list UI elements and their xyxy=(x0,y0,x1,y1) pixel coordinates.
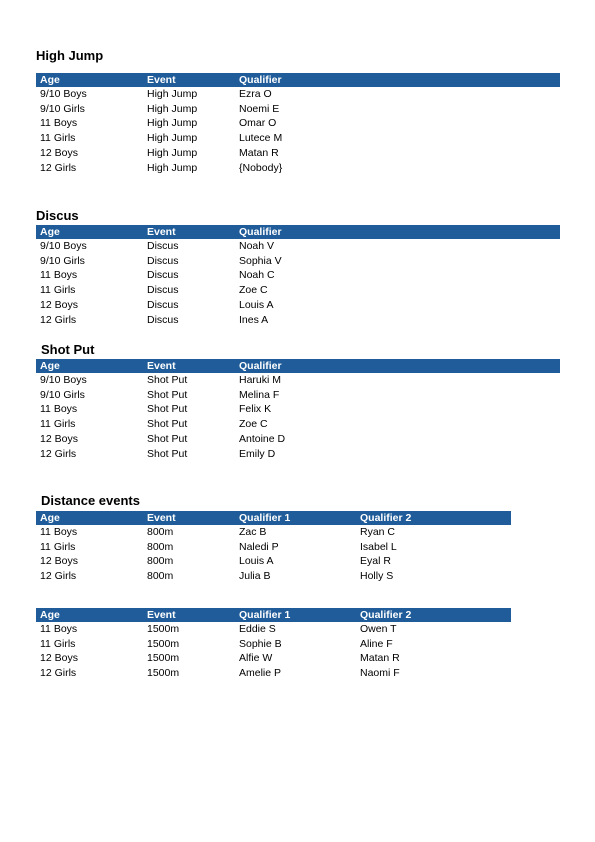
age-cell: 12 Boys xyxy=(40,652,78,665)
table-header-row xyxy=(36,359,560,373)
qualifier-2-cell: Isabel L xyxy=(360,540,397,553)
event-cell: Discus xyxy=(147,240,179,252)
event-cell: Shot Put xyxy=(147,388,188,401)
age-cell: 11 Boys xyxy=(40,403,78,416)
qualifier-2-cell: Holly S xyxy=(360,570,394,583)
section-title-shot-put: Shot Put xyxy=(41,342,95,357)
table-row xyxy=(36,161,560,176)
table-row xyxy=(36,373,560,388)
qualifier-cell: Haruki M xyxy=(239,374,282,386)
column-header-event: Event xyxy=(143,359,235,373)
age-cell: 12 Girls xyxy=(40,667,77,680)
qualifier-cell: {Nobody} xyxy=(239,161,283,174)
discus-table xyxy=(36,225,560,327)
age-cell: 11 Girls xyxy=(40,637,76,650)
qualifier-1-cell: Naledi P xyxy=(239,540,279,553)
qualifier-cell: Lutece M xyxy=(239,132,283,145)
qualifier-cell: Zoe C xyxy=(239,418,268,431)
age-cell: 12 Boys xyxy=(40,146,78,159)
column-header-qualifier-2: Qualifier 2 xyxy=(356,511,511,525)
table-row xyxy=(36,239,560,254)
qualifier-1-cell: Amelie P xyxy=(239,667,282,680)
age-cell: 9/10 Boys xyxy=(40,240,87,252)
column-header-event: Event xyxy=(143,511,235,525)
qualifier-1-cell: Eddie S xyxy=(239,623,276,635)
table-row xyxy=(36,554,511,569)
qualifier-cell: Noemi E xyxy=(239,102,280,115)
event-cell: High Jump xyxy=(147,161,198,174)
age-cell: 11 Girls xyxy=(40,284,76,297)
event-cell: Shot Put xyxy=(147,403,188,416)
section-title-distance-events: Distance events xyxy=(41,493,140,508)
table-row xyxy=(36,388,560,403)
column-header-age: Age xyxy=(36,359,143,373)
age-cell: 9/10 Boys xyxy=(40,88,87,100)
qualifier-2-cell: Matan R xyxy=(360,652,400,665)
qualifier-2-cell: Eyal R xyxy=(360,555,391,568)
table-row xyxy=(36,525,511,540)
event-cell: High Jump xyxy=(147,102,198,115)
age-cell: 11 Girls xyxy=(40,418,76,431)
section-title-discus: Discus xyxy=(36,208,79,223)
table-row xyxy=(36,268,560,283)
qualifier-cell: Ines A xyxy=(239,313,269,326)
event-cell: Shot Put xyxy=(147,374,188,386)
age-cell: 12 Boys xyxy=(40,298,78,311)
column-header-qualifier: Qualifier xyxy=(235,73,560,87)
table-row xyxy=(36,146,560,161)
event-cell: Discus xyxy=(147,269,179,282)
column-header-age: Age xyxy=(36,511,143,525)
age-cell: 11 Boys xyxy=(40,526,78,538)
qualifier-cell: Ezra O xyxy=(239,88,272,100)
age-cell: 11 Girls xyxy=(40,540,76,553)
event-cell: Discus xyxy=(147,254,179,267)
table-row xyxy=(36,254,560,269)
shot-put-table xyxy=(36,359,560,461)
age-cell: 12 Boys xyxy=(40,555,78,568)
event-cell: Discus xyxy=(147,313,179,326)
table-row xyxy=(36,283,560,298)
age-cell: 11 Boys xyxy=(40,623,78,635)
table-row xyxy=(36,102,560,117)
qualifier-cell: Emily D xyxy=(239,447,276,460)
qualifier-1-cell: Alfie W xyxy=(239,652,273,665)
age-cell: 12 Boys xyxy=(40,432,78,445)
column-header-qualifier-1: Qualifier 1 xyxy=(235,608,356,622)
qualifier-cell: Antoine D xyxy=(239,432,286,445)
table-row xyxy=(36,540,511,555)
qualifier-cell: Omar O xyxy=(239,117,277,130)
event-cell: Shot Put xyxy=(147,432,188,445)
event-cell: High Jump xyxy=(147,146,198,159)
table-row xyxy=(36,116,560,131)
qualifier-cell: Matan R xyxy=(239,146,279,159)
qualifier-cell: Melina F xyxy=(239,388,280,401)
age-cell: 9/10 Girls xyxy=(40,254,85,267)
table-row xyxy=(36,651,511,666)
column-header-event: Event xyxy=(143,225,235,239)
table-header-row xyxy=(36,225,560,239)
age-cell: 11 Girls xyxy=(40,132,76,145)
qualifier-1-cell: Sophie B xyxy=(239,637,282,650)
distance-800m-table xyxy=(36,511,511,584)
column-header-qualifier-2: Qualifier 2 xyxy=(356,608,511,622)
column-header-qualifier: Qualifier xyxy=(235,225,560,239)
qualifier-1-cell: Louis A xyxy=(239,555,274,568)
event-cell: 1500m xyxy=(147,637,180,650)
table-row xyxy=(36,131,560,146)
qualifier-2-cell: Naomi F xyxy=(360,667,400,680)
table-row xyxy=(36,666,511,681)
table-row xyxy=(36,447,560,462)
event-cell: 800m xyxy=(147,526,174,538)
qualifier-cell: Noah C xyxy=(239,269,275,282)
table-row xyxy=(36,432,560,447)
section-title-high-jump: High Jump xyxy=(36,48,104,63)
event-cell: 1500m xyxy=(147,667,180,680)
table-row xyxy=(36,87,560,102)
age-cell: 9/10 Boys xyxy=(40,374,87,386)
qualifier-2-cell: Ryan C xyxy=(360,526,396,538)
qualifier-cell: Noah V xyxy=(239,240,275,252)
table-header-row xyxy=(36,511,511,525)
age-cell: 12 Girls xyxy=(40,570,77,583)
column-header-age: Age xyxy=(36,225,143,239)
table-row xyxy=(36,417,560,432)
column-header-event: Event xyxy=(143,608,235,622)
table-row xyxy=(36,637,511,652)
table-row xyxy=(36,298,560,313)
age-cell: 9/10 Girls xyxy=(40,388,85,401)
age-cell: 12 Girls xyxy=(40,161,77,174)
column-header-qualifier: Qualifier xyxy=(235,359,560,373)
table-header-row xyxy=(36,608,511,622)
age-cell: 12 Girls xyxy=(40,447,77,460)
event-cell: 800m xyxy=(147,540,174,553)
event-cell: 1500m xyxy=(147,652,180,665)
event-cell: Discus xyxy=(147,298,179,311)
qualifier-cell: Felix K xyxy=(239,403,272,416)
qualifier-2-cell: Aline F xyxy=(360,637,393,650)
table-row xyxy=(36,313,560,328)
table-row xyxy=(36,569,511,584)
column-header-age: Age xyxy=(36,73,143,87)
age-cell: 9/10 Girls xyxy=(40,102,85,115)
qualifier-1-cell: Zac B xyxy=(239,526,267,538)
high-jump-table xyxy=(36,73,560,175)
qualifier-2-cell: Owen T xyxy=(360,623,397,635)
table-row xyxy=(36,622,511,637)
event-cell: 800m xyxy=(147,555,174,568)
column-header-age: Age xyxy=(36,608,143,622)
event-cell: Shot Put xyxy=(147,418,188,431)
event-cell: High Jump xyxy=(147,88,198,100)
event-cell: Shot Put xyxy=(147,447,188,460)
qualifier-cell: Louis A xyxy=(239,298,274,311)
event-cell: 800m xyxy=(147,570,174,583)
qualifier-1-cell: Julia B xyxy=(239,570,271,583)
age-cell: 12 Girls xyxy=(40,313,77,326)
column-header-qualifier-1: Qualifier 1 xyxy=(235,511,356,525)
age-cell: 11 Boys xyxy=(40,269,78,282)
age-cell: 11 Boys xyxy=(40,117,78,130)
column-header-event: Event xyxy=(143,73,235,87)
qualifier-cell: Zoe C xyxy=(239,284,268,297)
event-cell: High Jump xyxy=(147,117,198,130)
event-cell: High Jump xyxy=(147,132,198,145)
event-cell: Discus xyxy=(147,284,179,297)
distance-1500m-table xyxy=(36,608,511,681)
event-cell: 1500m xyxy=(147,623,180,635)
qualifier-cell: Sophia V xyxy=(239,254,282,267)
table-header-row xyxy=(36,73,560,87)
table-row xyxy=(36,402,560,417)
